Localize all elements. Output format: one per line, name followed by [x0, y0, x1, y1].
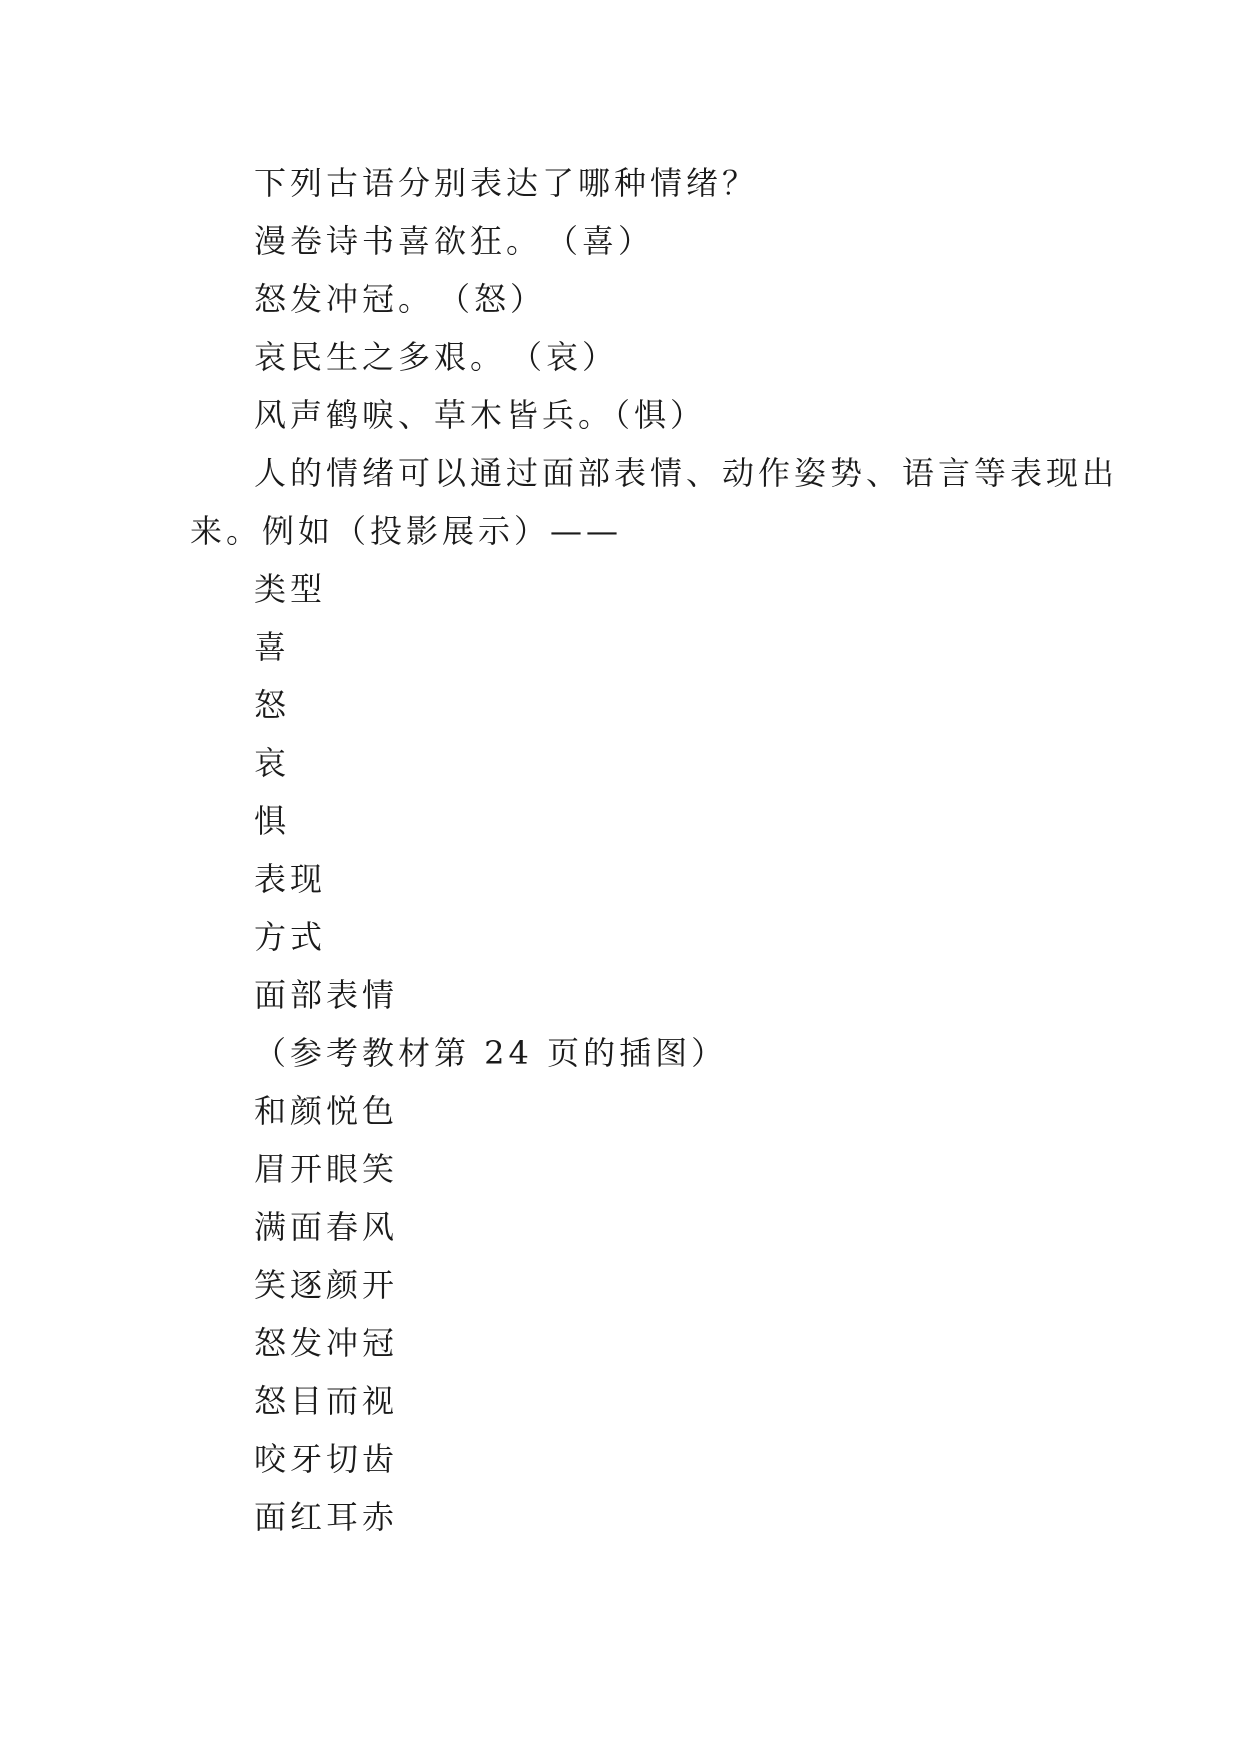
document-body: [190, 154, 1119, 1546]
table-cell: 咬牙切齿: [254, 1440, 399, 1478]
table-cell: 笑逐颜开: [254, 1266, 399, 1304]
table-header-method: 方式: [254, 918, 327, 956]
example-line-sorrow: 哀民生之多艰。 （哀）: [254, 338, 619, 376]
table-type-fear: 惧: [254, 802, 291, 840]
table-cell: 怒发冲冠: [254, 1324, 399, 1362]
table-type-anger: 怒: [254, 686, 291, 724]
example-line-joy: 漫卷诗书喜欲狂。 （喜）: [254, 222, 655, 260]
paragraph-line-continued: 来。例如（投影展示）——: [190, 512, 623, 550]
table-type-sorrow: 哀: [254, 744, 291, 782]
table-cell: 怒目而视: [254, 1382, 399, 1420]
table-cell: 满面春风: [254, 1208, 399, 1246]
table-type-joy: 喜: [254, 628, 291, 666]
table-cell: 眉开眼笑: [254, 1150, 399, 1188]
table-cell: 面红耳赤: [254, 1498, 399, 1536]
table-cell: 和颜悦色: [254, 1092, 399, 1130]
paragraph-line: 人的情绪可以通过面部表情、动作姿势、语言等表现出: [254, 454, 1119, 492]
table-header-expression: 表现: [254, 860, 327, 898]
table-row-reference: （参考教材第 24 页的插图）: [254, 1034, 728, 1072]
example-line-fear: 风声鹤唳、草木皆兵。（惧）: [254, 396, 707, 434]
question-line: 下列古语分别表达了哪种情绪？: [254, 164, 759, 202]
table-header-type: 类型: [254, 570, 327, 608]
table-row-facial: 面部表情: [254, 976, 399, 1014]
example-line-anger: 怒发冲冠。 （怒）: [254, 280, 547, 318]
